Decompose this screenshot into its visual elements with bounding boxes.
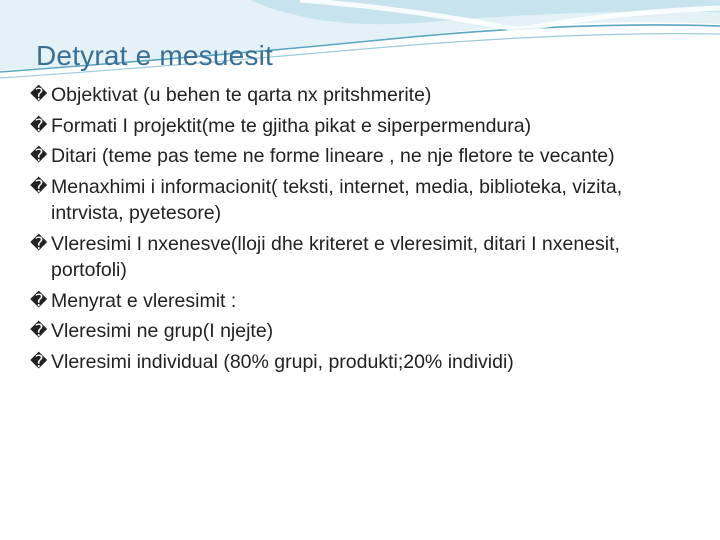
bullet-item — [30, 82, 690, 109]
bullet-marker-icon: � — [30, 85, 48, 105]
bullet-item — [30, 288, 690, 315]
slide-title: Detyrat e mesuesit — [36, 40, 274, 71]
bullet-item — [30, 143, 690, 170]
bullet-text: Ditari (teme pas teme ne forme lineare , ne nje fletore te vecante) — [51, 145, 615, 167]
bullet-text: Menaxhimi i informacionit( teksti, internet, media, biblioteka, vizita, intrvista, pyetesore) — [51, 175, 623, 224]
bullet-text: Formati I projektit(me te gjitha pikat e siperpermendura) — [51, 114, 532, 137]
bullet-marker-icon: � — [30, 233, 48, 254]
bullet-text: Objektivat (u behen te qarta nx pritshmerite) — [51, 84, 432, 106]
bullet-text: Vleresimi individual (80% grupi, produkti;20% individi) — [51, 350, 514, 373]
bullet-marker-icon: � — [30, 290, 48, 311]
bullet-text: Vleresimi I nxenesve(lloji dhe kriteret e vleresimit, ditari I nxenesit, portofoli) — [51, 232, 620, 281]
bullet-marker-icon: � — [30, 321, 48, 341]
bullet-item — [30, 174, 690, 227]
bullet-marker-icon: � — [30, 115, 48, 136]
bullet-item — [30, 318, 690, 345]
bullet-marker-icon: � — [30, 351, 48, 372]
bullet-list — [30, 82, 690, 379]
bullet-marker-icon: � — [30, 146, 48, 166]
bullet-item — [30, 113, 690, 140]
bullet-text: Vleresimi ne grup(I njejte) — [51, 320, 274, 342]
bullet-text: Menyrat e vleresimit : — [51, 289, 237, 312]
bullet-item — [30, 231, 690, 284]
bullet-item — [30, 349, 690, 376]
bullet-marker-icon: � — [30, 176, 48, 197]
